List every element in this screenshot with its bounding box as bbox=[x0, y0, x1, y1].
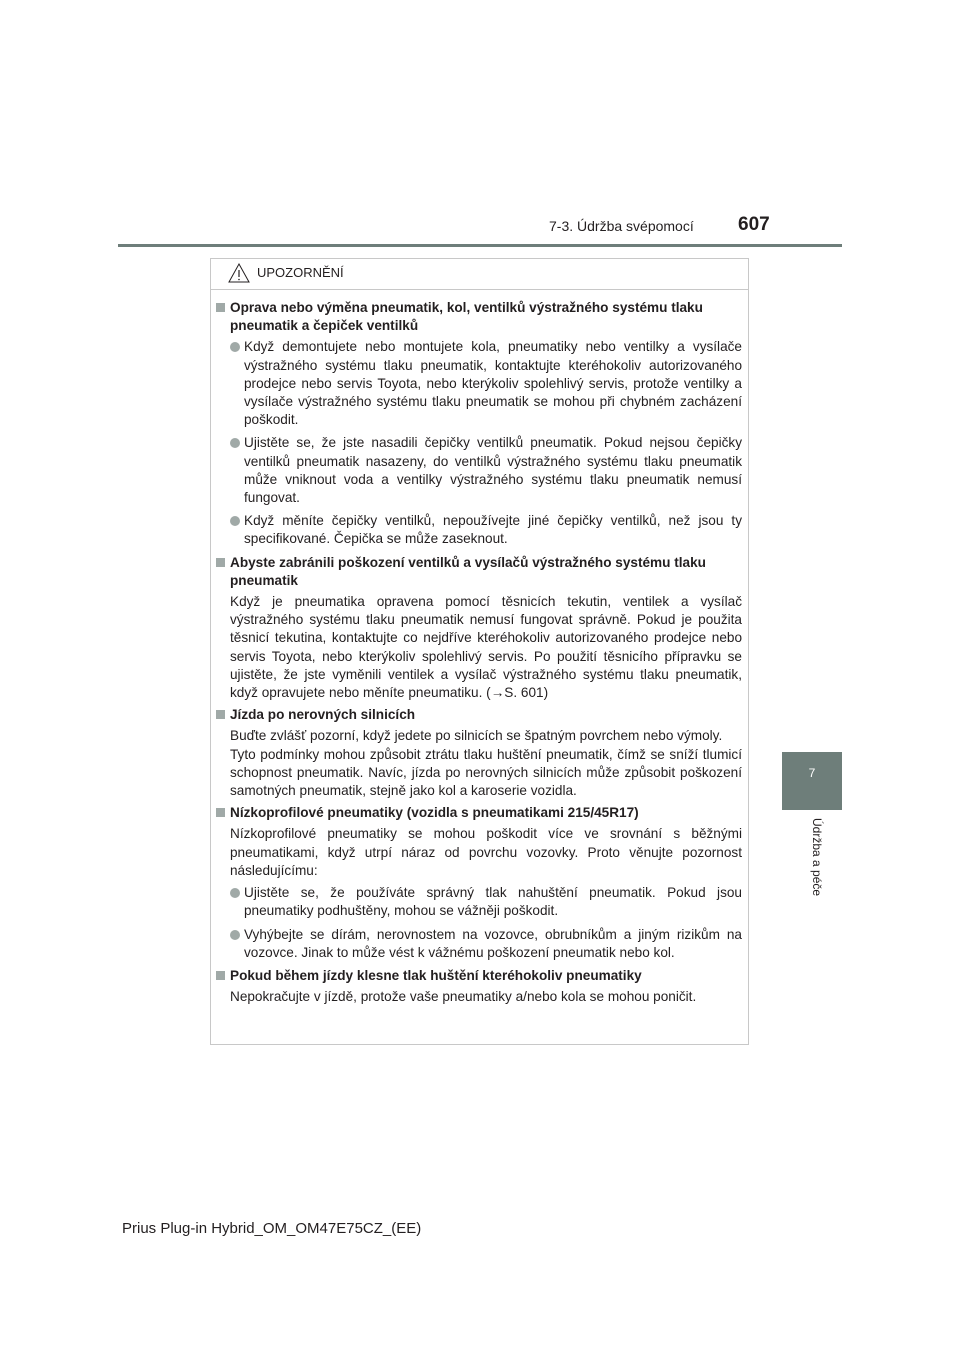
list-item: Když demontujete nebo montujete kola, pneumatiky nebo ventilky a vysílače výstražného systému tlaku pneumatik, kontaktujte kteréhokoliv autorizovaného prodejce nebo servis Toyota, nebo kterýkoliv spolehlivý servis, protože ventilky a vysílače výstražného systému tlaku pneumatik se mohou při chybném zacházení poškodit. bbox=[230, 338, 742, 429]
round-bullet-icon bbox=[230, 930, 240, 940]
chapter-label: Údržba a péče bbox=[810, 818, 824, 897]
section-rough-roads bbox=[216, 706, 742, 800]
list-item: Ujistěte se, že používáte správný tlak nahuštění pneumatik. Pokud jsou pneumatiky podhuštěny, mohou se vážněji poškodit. bbox=[230, 884, 742, 920]
square-bullet-icon bbox=[216, 710, 225, 719]
section-heading: Abyste zabránili poškození ventilků a vysílačů výstražného systému tlaku pneumatik bbox=[230, 554, 706, 588]
section-pressure-drop bbox=[216, 967, 742, 1006]
page-number: 607 bbox=[738, 214, 770, 235]
list-item: Když měníte čepičky ventilků, nepoužívejte jiné čepičky ventilků, než jsou ty specifikované. Čepička se může zaseknout. bbox=[230, 512, 742, 548]
round-bullet-icon bbox=[230, 438, 240, 448]
square-bullet-icon bbox=[216, 971, 225, 980]
section-heading: Jízda po nerovných silnicích bbox=[230, 707, 416, 723]
warning-triangle-icon bbox=[228, 263, 250, 283]
header-divider bbox=[118, 244, 842, 247]
caution-box bbox=[210, 258, 749, 1045]
round-bullet-icon bbox=[230, 516, 240, 526]
list-item: Ujistěte se, že jste nasadili čepičky ventilků pneumatik. Pokud nejsou čepičky ventilků pneumatik nasazeny, do ventilků výstražného systému tlaku pneumatik může vniknout voda a ventilky výstražného systému tlaku pneumatik nemusí fungovat. bbox=[230, 434, 742, 507]
square-bullet-icon bbox=[216, 808, 225, 817]
section-heading: Oprava nebo výměna pneumatik, kol, ventilků výstražného systému tlaku pneumatik a čepiček ventilků bbox=[230, 300, 703, 334]
list-item: Vyhýbejte se dírám, nerovnostem na vozovce, obrubníkům a jiným rizikům na vozovce. Jinak to může vést k vážnému poškození pneumatik nebo kol. bbox=[230, 926, 742, 962]
section-text: Tyto podmínky mohou způsobit ztrátu tlaku huštění pneumatik, čímž se sníží tlumicí schopnost pneumatik. Navíc, jízda po nerovných silnicích může způsobit poškození samotných pneumatik, stejně jako kol a karoserie vozidla. bbox=[230, 746, 742, 799]
square-bullet-icon bbox=[216, 303, 225, 312]
section-heading: Pokud během jízdy klesne tlak huštění kteréhokoliv pneumatiky bbox=[230, 967, 642, 983]
section-text: Buďte zvlášť pozorní, když jedete po silnicích se špatným povrchem nebo výmoly. bbox=[230, 728, 723, 744]
caution-title: UPOZORNĚNÍ bbox=[257, 265, 344, 280]
section-valve-damage bbox=[216, 554, 742, 703]
round-bullet-icon bbox=[230, 342, 240, 352]
section-text: Když je pneumatika opravena pomocí těsnicích tekutin, ventilek a vysílač výstražného systému tlaku pneumatik nemusí fungovat správně. Pokud je použita těsnicí tekutina, kontaktujte co nejdříve kteréhokoliv autorizovaného prodejce nebo servis Toyota, nebo kterýkoliv spolehlivý servis. Po použití těsnicího přípravku se ujistěte, že jste vyměnili ventilek a vysílač výstražného systému tlaku pneumatik, když opravujete nebo měníte pneumatiku. (→S. 601) bbox=[230, 594, 742, 701]
section-title: 7-3. Údržba svépomocí bbox=[549, 218, 694, 234]
section-low-profile-tires bbox=[216, 804, 742, 962]
square-bullet-icon bbox=[216, 558, 225, 567]
chapter-tab[interactable] bbox=[782, 752, 842, 810]
section-text: Nepokračujte v jízdě, protože vaše pneumatiky a/nebo kola se mohou poničit. bbox=[230, 989, 697, 1005]
caution-header bbox=[211, 259, 748, 290]
caution-body bbox=[216, 299, 742, 1010]
section-tire-repair bbox=[216, 299, 742, 549]
footer-doc-id: Prius Plug-in Hybrid_OM_OM47E75CZ_(EE) bbox=[122, 1220, 422, 1237]
chapter-number: 7 bbox=[808, 766, 816, 780]
section-heading: Nízkoprofilové pneumatiky (vozidla s pneumatikami 215/45R17) bbox=[230, 805, 639, 821]
section-text: Nízkoprofilové pneumatiky se mohou poškodit více ve srovnání s běžnými pneumatikami, když utrpí náraz od povrchu vozovky. Proto věnujte pozornost následujícímu: bbox=[230, 826, 742, 878]
round-bullet-icon bbox=[230, 888, 240, 898]
